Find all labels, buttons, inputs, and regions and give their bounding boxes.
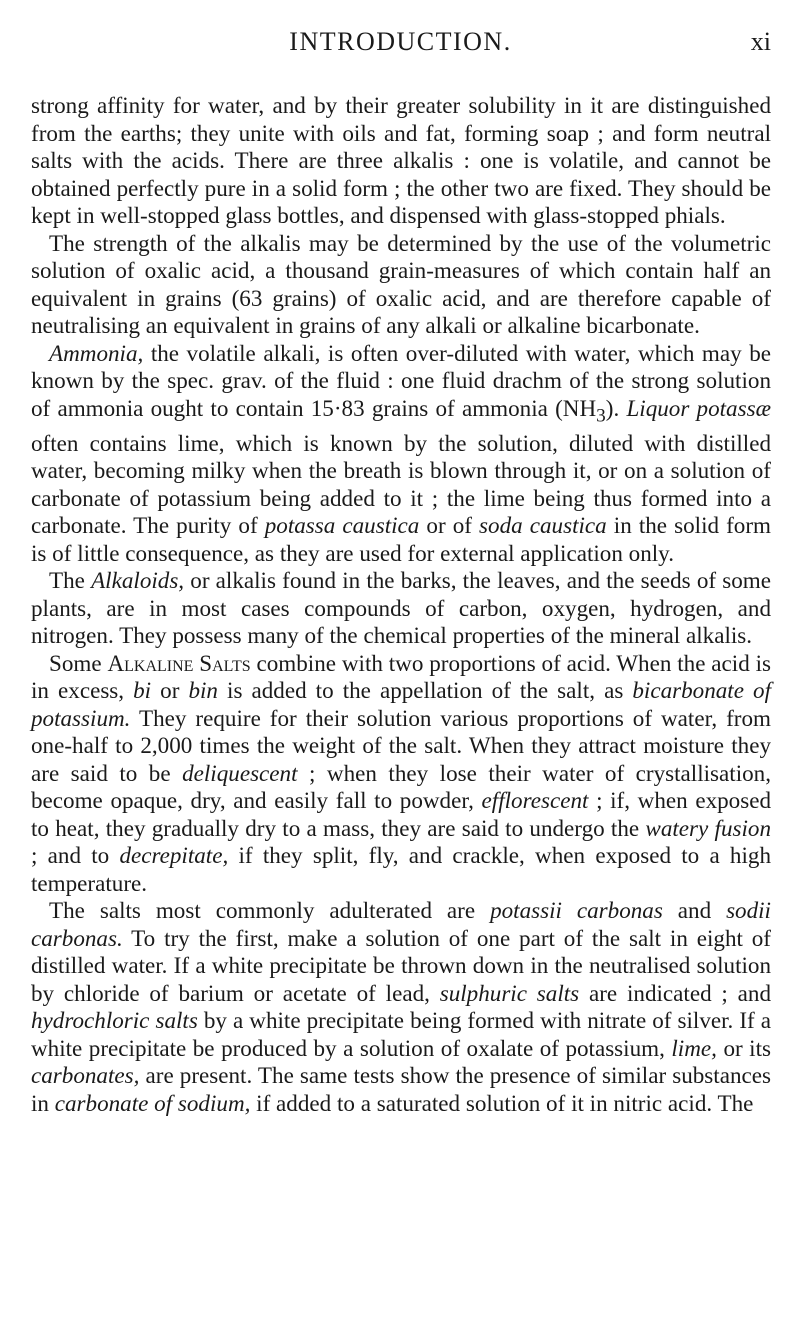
body-text bbox=[31, 92, 771, 1117]
italic-text: potassa caustica bbox=[264, 512, 420, 539]
italic-text: sulphuric salts bbox=[439, 979, 580, 1006]
italic-text: Liquor potassæ bbox=[626, 394, 771, 421]
text-run: and bbox=[662, 897, 727, 924]
text-run: are present. The same tests show the presence of similar substances in bbox=[31, 1062, 771, 1116]
text-run: or bbox=[151, 677, 189, 704]
italic-text: carbonates, bbox=[31, 1062, 140, 1089]
text-run: the volatile alkali, is often over-diluted with water, which may be known by the spec. grav. of the fluid : one fluid drachm of the strong solution of ammonia ought to contain 15·83 grains of ammonia (NH bbox=[31, 339, 771, 421]
text-run: The strength of the alkalis may be determined by the use of the volumetric solution of oxalic acid, a thousand grain-measures of which contain half an equivalent in grains (63 grains) of oxalic acid, and are therefore capable of neutralising an equivalent in grains of any alkali or alkaline bicarbonate. bbox=[31, 229, 771, 338]
text-run: They require for their solution various proportions of water, from one-half to 2,000 times the weight of the salt. When they attract moisture they are said to be bbox=[31, 704, 771, 786]
text-run: in the solid form is of little consequence, as they are used for external application only. bbox=[31, 512, 771, 566]
text-run: The bbox=[49, 567, 92, 594]
italic-text: Ammonia, bbox=[49, 339, 144, 366]
paragraph bbox=[31, 340, 771, 568]
small-caps-text: Alkaline Salts bbox=[107, 649, 251, 676]
text-run: ; if, when exposed to heat, they gradually dry to a mass, they are said to undergo the bbox=[31, 787, 771, 841]
running-title: INTRODUCTION. bbox=[289, 27, 512, 56]
italic-text: decrepitate, bbox=[119, 842, 229, 869]
italic-text: bicarbonate of potassium. bbox=[31, 677, 771, 731]
text-run: often contains lime, which is known by the solution, diluted with distilled water, becoming milky when the breath is blown through it, or on a solution of carbonate of potassium being added to it ; the lime being thus formed into a carbonate. The purity of bbox=[31, 429, 771, 539]
text-run: or alkalis found in the barks, the leaves, and the seeds of some plants, are in most cases compounds of carbon, oxygen, hydrogen, and nitrogen. They possess many of the chemical properties of the mineral alkalis. bbox=[31, 567, 771, 649]
text-run: ). bbox=[605, 394, 627, 421]
italic-text: deliquescent bbox=[182, 759, 298, 786]
italic-text: carbonate of sodium, bbox=[54, 1089, 251, 1116]
italic-text: bi bbox=[133, 677, 152, 704]
text-run: is added to the appellation of the salt, as bbox=[217, 677, 633, 704]
paragraph bbox=[31, 92, 771, 230]
italic-text: watery fusion bbox=[645, 814, 772, 841]
italic-text: sodii carbonas. bbox=[31, 897, 771, 951]
text-run: if added to a saturated solution of it in nitric acid. The bbox=[250, 1089, 754, 1116]
text-run: ; and to bbox=[31, 842, 120, 869]
italic-text: bin bbox=[188, 677, 218, 704]
italic-text: hydrochloric salts bbox=[31, 1007, 198, 1034]
paragraph bbox=[31, 897, 771, 1117]
italic-text: potassii carbonas bbox=[490, 897, 663, 924]
paragraph bbox=[31, 230, 771, 340]
text-run: if they split, fly, and crackle, when exposed to a high temperature. bbox=[31, 842, 771, 896]
text-run: by a white precipitate being formed with nitrate of silver. If a white precipitate be produced by a solution of oxalate of potassium, bbox=[31, 1007, 772, 1061]
page-number: xi bbox=[750, 27, 771, 56]
italic-text: efflorescent bbox=[481, 787, 589, 814]
text-run: The salts most commonly adulterated are bbox=[49, 897, 491, 924]
italic-text: Alkaloids, bbox=[91, 567, 185, 594]
text-run: or of bbox=[419, 512, 480, 539]
text-run: combine with two proportions of acid. When the acid is in excess, bbox=[31, 649, 771, 704]
text-run: strong affinity for water, and by their greater solubility in it are distinguished from the earths; they unite with oils and fat, forming soap ; and form neutral salts with the acids. There are three alkalis : one is volatile, and cannot be obtained perfectly pure in a solid form ; the other two are fixed. They should be kept in well-stopped glass bottles, and dispensed with glass-stopped phials. bbox=[31, 92, 771, 228]
italic-text: soda caustica bbox=[479, 512, 607, 539]
subscript-text: 3 bbox=[596, 405, 606, 427]
text-run: Some bbox=[49, 649, 108, 676]
text-run: ; when they lose their water of crystallisation, become opaque, dry, and easily fall to powder, bbox=[31, 759, 771, 814]
paragraph bbox=[31, 650, 771, 898]
italic-text: lime, bbox=[671, 1034, 717, 1061]
paragraph bbox=[31, 567, 771, 650]
running-header bbox=[0, 27, 801, 63]
text-run: are indicated ; and bbox=[579, 979, 772, 1006]
text-run: To try the first, make a solution of one part of the salt in eight of distilled water. If a white precipitate be thrown down in the neutralised solution by chloride of barium or acetate of lead, bbox=[31, 924, 771, 1006]
text-run: or its bbox=[716, 1034, 772, 1061]
